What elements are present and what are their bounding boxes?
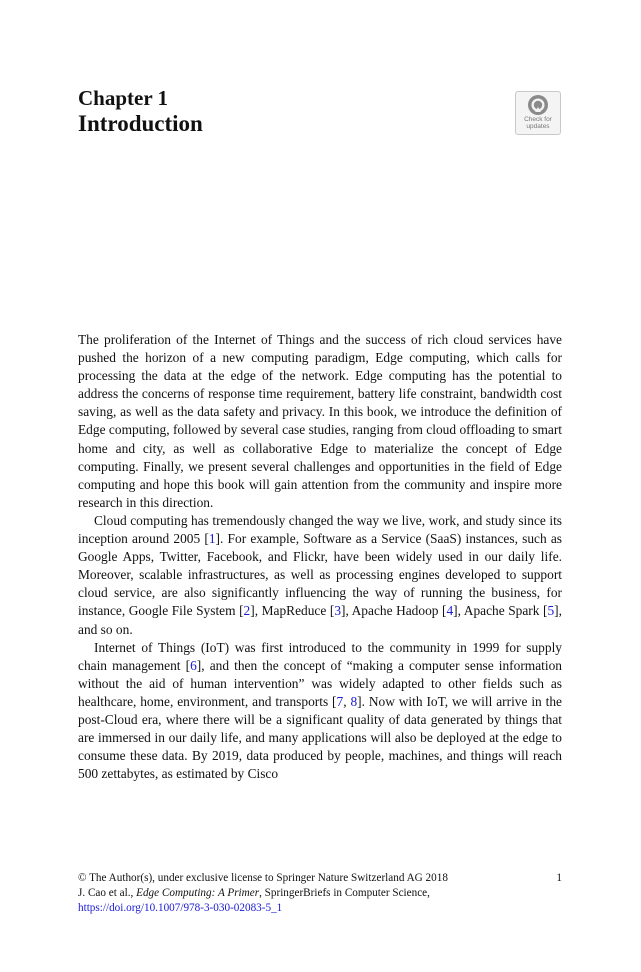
paragraph-text: Cloud computing has tremendously changed the way we live, work, and study since its inception around 2005 [ [78,512,562,547]
paragraph-text: , [343,693,351,709]
body-text [78,331,562,783]
citation-link[interactable]: 1 [208,531,216,547]
paragraph-text: ], and then the concept of “making a computer sense information without the aid of human intervention” was widely adapted to other fields such as healthcare, home, environment, and transports [ [78,657,562,709]
check-for-updates-icon [527,94,549,116]
paragraph-text: The proliferation of the Internet of Things and the success of rich cloud services have pushed the horizon of a new computing paradigm, Edge computing, which calls for processing the data at the edge of the network. Edge computing has the potential to address the concerns of response time requirement, battery life constraint, bandwidth cost saving, as well as the data safety and privacy. In this book, we introduce the definition of Edge computing, followed by several case studies, ranging from cloud offloading to smart home and city, as well as collaborative Edge to materialize the concept of Edge computing. Finally, we present several challenges and opportunities in the field of Edge computing and hope this book will gain attention from the community and inspire more research in this direction. [78,332,562,510]
citation-link[interactable]: 3 [334,603,342,619]
copyright-line: © The Author(s), under exclusive license to Springer Nature Switzerland AG 2018 [78,872,448,884]
paragraph-text: ], MapReduce [ [250,603,335,619]
doi-link[interactable]: https://doi.org/10.1007/978-3-030-02083-5_1 [78,902,283,914]
footer [78,871,562,916]
book-reference-line [78,886,562,901]
badge-label-line2: updates [526,123,550,130]
badge-label-line1: Check for [524,116,552,123]
book-title: Edge Computing: A Primer [136,887,260,899]
paragraph-1 [78,331,562,512]
citation-link[interactable]: 4 [446,603,454,619]
paragraph-text: ], and so on. [78,603,562,637]
paragraph-text: ]. Now with IoT, we will arrive in the post-Cloud era, where there will be a significant quality of data generated by things that are immersed in our daily life, and many applications will also be deployed at the edge to consume these data. By 2019, data produced by people, machines, and things will reach 500 zettabytes, as estimated by Cisco [78,693,562,782]
check-for-updates-badge[interactable] [515,91,561,135]
authors: J. Cao et al., [78,887,137,899]
paragraph-text: ], Apache Spark [ [453,603,548,619]
chapter-title: Introduction [78,111,203,136]
citation-link[interactable]: 8 [350,693,358,709]
paragraph-2 [78,512,562,639]
paragraph-text: ], Apache Hadoop [ [341,603,447,619]
page-number: 1 [556,872,562,884]
citation-link[interactable]: 5 [547,603,555,619]
citation-link[interactable]: 7 [336,693,344,709]
chapter-label: Chapter 1 [78,86,169,110]
citation-link[interactable]: 2 [243,603,251,619]
paragraph-text: Internet of Things (IoT) was first introduced to the community in 1999 for supply chain management [ [78,639,562,673]
series-name: , SpringerBriefs in Computer Science, [259,887,430,899]
paragraph-text: ]. For example, Software as a Service (SaaS) instances, such as Google Apps, Twitter, Facebook, and Flickr, have been widely used in our daily life. Moreover, scalable infrastructures, as well as processing engines developed to support cloud service, are also significantly influencing the way of running the business, for instance, Google File System [ [78,531,563,619]
citation-link[interactable]: 6 [190,657,197,673]
paragraph-3 [78,639,562,784]
